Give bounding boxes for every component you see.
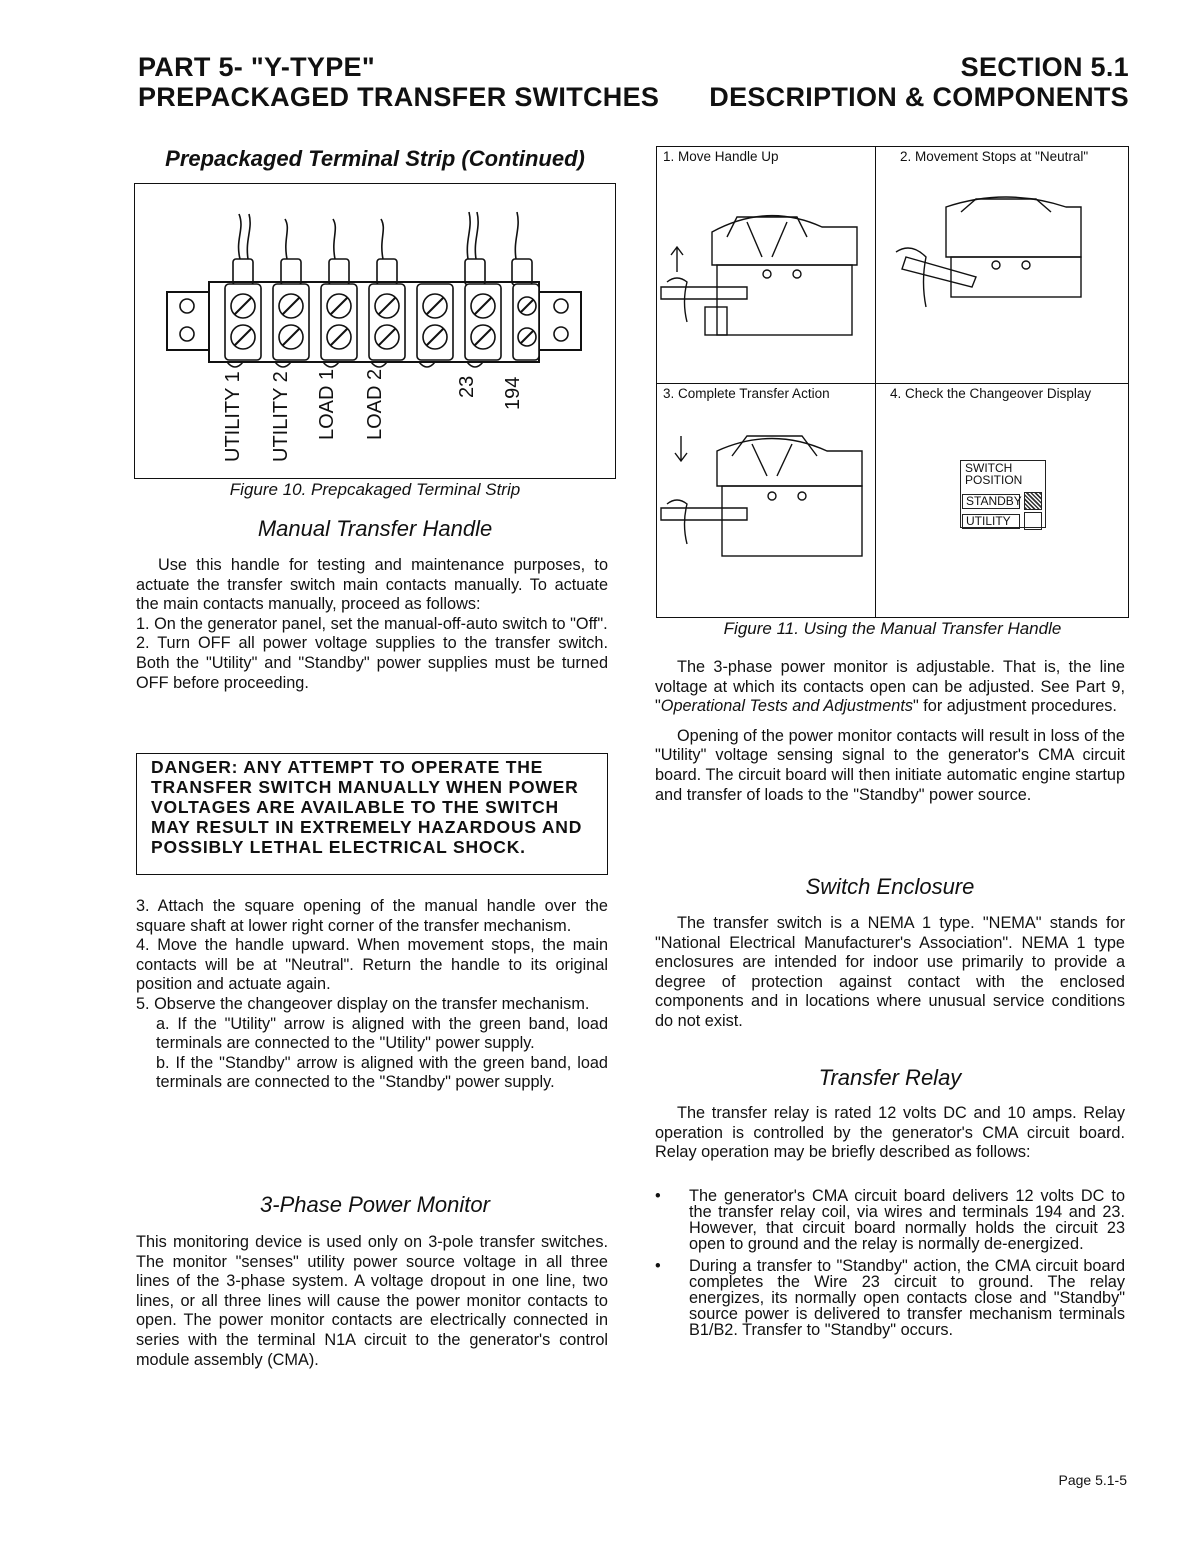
panel-4 [876, 384, 1128, 617]
page-number: Page 5.1-5 [1058, 1472, 1127, 1488]
monitor-adjust-p1: The 3-phase power monitor is adjustable. That is, the line voltage at which its contacts open can be adjusted. See Part 9, "Operational Tests and Adjustments" for adjustment procedures. [655, 658, 1125, 716]
transfer-relay-intro: The transfer relay is rated 12 volts DC and 10 amps. Relay operation is controlled by the generator's CMA circuit board. Relay operation may be briefly described as follows: [655, 1104, 1125, 1162]
manual-transfer-heading: Manual Transfer Handle [257, 516, 493, 541]
terminal-label-load2: LOAD 2 [364, 368, 386, 440]
neutral-illustration [876, 177, 1126, 377]
monitor-adjust-p2: Opening of the power monitor contacts will result in loss of the "Utility" voltage sensing signal to the generator's CMA circuit board. The circuit board will then initiate automatic engine startup and transfer of loads to the "Standby" power source. [655, 726, 1125, 804]
section-title: DESCRIPTION & COMPONENTS [709, 82, 1129, 112]
panel-4-label: 4. Check the Changeover Display [890, 386, 1092, 401]
monitor-adjust-text [655, 658, 1125, 805]
terminal-strip-heading: Prepackaged Terminal Strip (Continued) [165, 146, 585, 171]
panel-3 [657, 384, 876, 617]
panel-1 [657, 147, 876, 384]
standby-indicator [1024, 492, 1042, 510]
display-title-2: POSITION [965, 473, 1023, 487]
transfer-relay-heading: Transfer Relay [818, 1065, 962, 1090]
figure-10-terminal-strip [134, 183, 616, 479]
panel-2-label: 2. Movement Stops at "Neutral" [900, 149, 1089, 164]
power-monitor-text: This monitoring device is used only on 3-pole transfer switches. The monitor "senses" utility power source voltage in all three lines of the 3-phase system. A voltage dropout in one line, two lines, or all three lines will cause the power monitor contacts to open. The power monitor contacts are electrically connected in series with the terminal N1A circuit to the generator's control module assembly (CMA). [136, 1233, 608, 1369]
step-3: 3. Attach the square opening of the manual handle over the square shaft at lower right corner of the transfer mechanism. [136, 897, 608, 935]
handle-up-illustration [657, 177, 874, 377]
figure-10-caption: Figure 10. Prepcakaged Terminal Strip [229, 480, 521, 499]
header-right [709, 52, 1129, 112]
section-number: SECTION 5.1 [960, 52, 1129, 82]
complete-transfer-illustration [657, 416, 874, 606]
step-5b: b. If the "Standby" arrow is aligned with the green band, load terminals are connected to the "Standby" power supply. [156, 1053, 608, 1092]
terminal-label-194: 194 [502, 376, 524, 410]
panel-2 [876, 147, 1128, 384]
part-subtitle: PREPACKAGED TRANSFER SWITCHES [138, 82, 660, 112]
transfer-relay-bullets [655, 1188, 1125, 1338]
bullet-2-text: During a transfer to "Standby" action, the CMA circuit board completes the Wire 23 circuit to ground. The relay energizes, its normally open contacts close and "Standby" source power is delivered to transfer mechanism terminals B1/B2. Transfer to "Standby" occurs. [689, 1257, 1125, 1339]
display-title-1: SWITCH [965, 461, 1013, 475]
manual-steps-continued [136, 897, 608, 1093]
step-1: 1. On the generator panel, set the manual-off-auto switch to "Off". [136, 614, 608, 633]
danger-box: DANGER: ANY ATTEMPT TO OPERATE THE TRANSFER SWITCH MANUALLY WHEN POWER VOLTAGES ARE AVAILABLE TO THE SWITCH MAY RESULT IN EXTREMELY HAZARDOUS AND POSSIBLY LETHAL ELECTRICAL SHOCK. [136, 753, 608, 875]
relay-bullet-2 [655, 1258, 1125, 1338]
step-5a: a. If the "Utility" arrow is aligned with the green band, load terminals are connected to the "Utility" power supply. [156, 1014, 608, 1053]
utility-indicator [1024, 512, 1042, 530]
terminal-label-utility1: UTILITY 1 [222, 371, 244, 462]
terminal-label-utility2: UTILITY 2 [270, 371, 292, 462]
relay-bullet-1 [655, 1188, 1125, 1252]
bullet-mark-1: • [655, 1187, 661, 1205]
terminal-label-23: 23 [456, 375, 478, 398]
step-4: 4. Move the handle upward. When movement stops, the main contacts will be at "Neutral". Return the handle to its original position and actuate again. [136, 936, 608, 994]
panel-3-label: 3. Complete Transfer Action [663, 386, 830, 401]
terminal-label-load1: LOAD 1 [316, 368, 338, 440]
figure-11-manual-handle [656, 146, 1129, 618]
bullet-mark-2: • [655, 1257, 661, 1275]
bullet-1-text: The generator's CMA circuit board delivers 12 volts DC to the transfer relay coil, via wires and terminals 194 and 23. However, that circuit board normally holds the circuit 23 open to ground and the relay is normally de-energized. [689, 1187, 1125, 1253]
panel-1-label: 1. Move Handle Up [663, 149, 779, 164]
step-2: 2. Turn OFF all power voltage supplies to the transfer switch. Both the "Utility" and "Standby" power supplies must be turned OFF before proceeding. [136, 634, 608, 692]
header-left [138, 52, 659, 112]
power-monitor-heading: 3-Phase Power Monitor [260, 1192, 490, 1217]
part-title: PART 5- "Y-TYPE" [138, 52, 375, 82]
switch-enclosure-heading: Switch Enclosure [805, 874, 975, 899]
display-utility: UTILITY [962, 514, 1020, 529]
manual-intro: Use this handle for testing and maintenance purposes, to actuate the transfer switch main contacts manually. To actuate the main contacts manually, proceed as follows: [136, 556, 608, 614]
manual-transfer-text [136, 556, 608, 693]
display-standby: STANDBY [962, 494, 1020, 509]
figure-11-caption: Figure 11. Using the Manual Transfer Handle [723, 619, 1062, 638]
switch-enclosure-text: The transfer switch is a NEMA 1 type. "NEMA" stands for "National Electrical Manufacturer's Association". NEMA 1 type enclosures are intended for indoor use primarily to provide a degree of protection against contact with the enclosed components and in locations where unusual service conditions do not exist. [655, 914, 1125, 1030]
step-5: 5. Observe the changeover display on the transfer mechanism. [136, 994, 590, 1013]
